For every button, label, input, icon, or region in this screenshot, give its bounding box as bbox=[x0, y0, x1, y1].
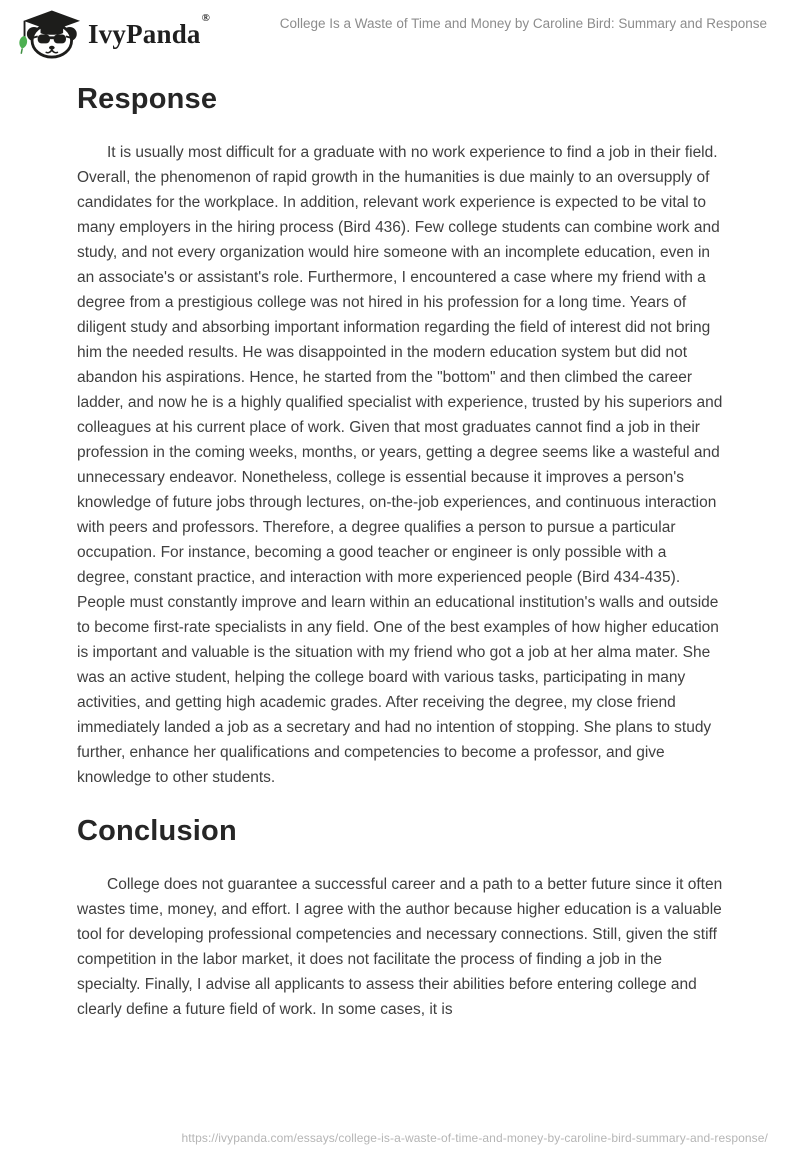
response-paragraph: It is usually most difficult for a graduate with no work experience to find a job in their field. Overall, the phenomenon of rapid growth in the humanities is due mainly to an oversupply of candidates for the workplace. In addition, relevant work experience is expected to be vital to many employers in the hiring process (Bird 436). Few college students can combine work and study, and not every organization would hire someone with an incomplete education, even in an associate's or assistant's role. Furthermore, I encountered a case where my friend with a degree from a prestigious college was not hired in his profession for a long time. Years of diligent study and absorbing important information regarding the field of interest did not bring him the needed results. He was disappointed in the modern education system but did not abandon his aspirations. Hence, he started from the "bottom" and then climbed the career ladder, and now he is a highly qualified specialist with experience, trusted by his superiors and colleagues at his current place of work. Given that most graduates cannot find a job in their profession in the coming weeks, months, or years, getting a degree seems like a wasteful and unnecessary endeavor. Nonetheless, college is essential because it improves a person's knowledge of future jobs through lectures, on-the-job experiences, and continuous interaction with peers and professors. Therefore, a degree qualifies a person to pursue a particular occupation. For instance, becoming a good teacher or engineer is only possible with a degree, constant practice, and interaction with more experienced people (Bird 434-435). People must constantly improve and learn within an educational institution's walls and outside to become first-rate specialists in any field. One of the best examples of how higher education is important and valuable is the situation with my friend who got a job at her alma mater. She was an active student, helping the college board with various tasks, participating in many activities, and getting high academic grades. After receiving the degree, my close friend immediately landed a job as a secretary and had no intention of stopping. She plans to study further, enhance her qualifications and competencies to become a professor, and give knowledge to other students. bbox=[77, 144, 723, 786]
panda-graduate-logo-icon bbox=[17, 8, 81, 60]
registered-trademark: ® bbox=[201, 11, 211, 24]
source-url: https://ivypanda.com/essays/college-is-a-waste-of-time-and-money-by-caroline-bird-summary-and-response/ bbox=[181, 1131, 768, 1145]
page-header bbox=[0, 0, 800, 60]
conclusion-paragraph: College does not guarantee a successful career and a path to a better future since it often wastes time, money, and effort. I agree with the author because higher education is a valuable tool for developing professional competencies and necessary connections. Still, given the stiff competition in the labor market, it does not facilitate the process of finding a job in the specialty. Finally, I advise all applicants to assess their abilities before entering college and clearly define a future field of work. In some cases, it is bbox=[77, 876, 723, 1018]
essay-content bbox=[0, 84, 800, 1022]
brand bbox=[17, 8, 209, 60]
section-heading-response: Response bbox=[77, 83, 218, 115]
document-title: College Is a Waste of Time and Money by Caroline Bird: Summary and Response bbox=[279, 16, 767, 31]
page-footer bbox=[181, 1129, 768, 1147]
section-heading-conclusion: Conclusion bbox=[77, 815, 237, 847]
brand-name: IvyPanda® bbox=[88, 11, 211, 49]
